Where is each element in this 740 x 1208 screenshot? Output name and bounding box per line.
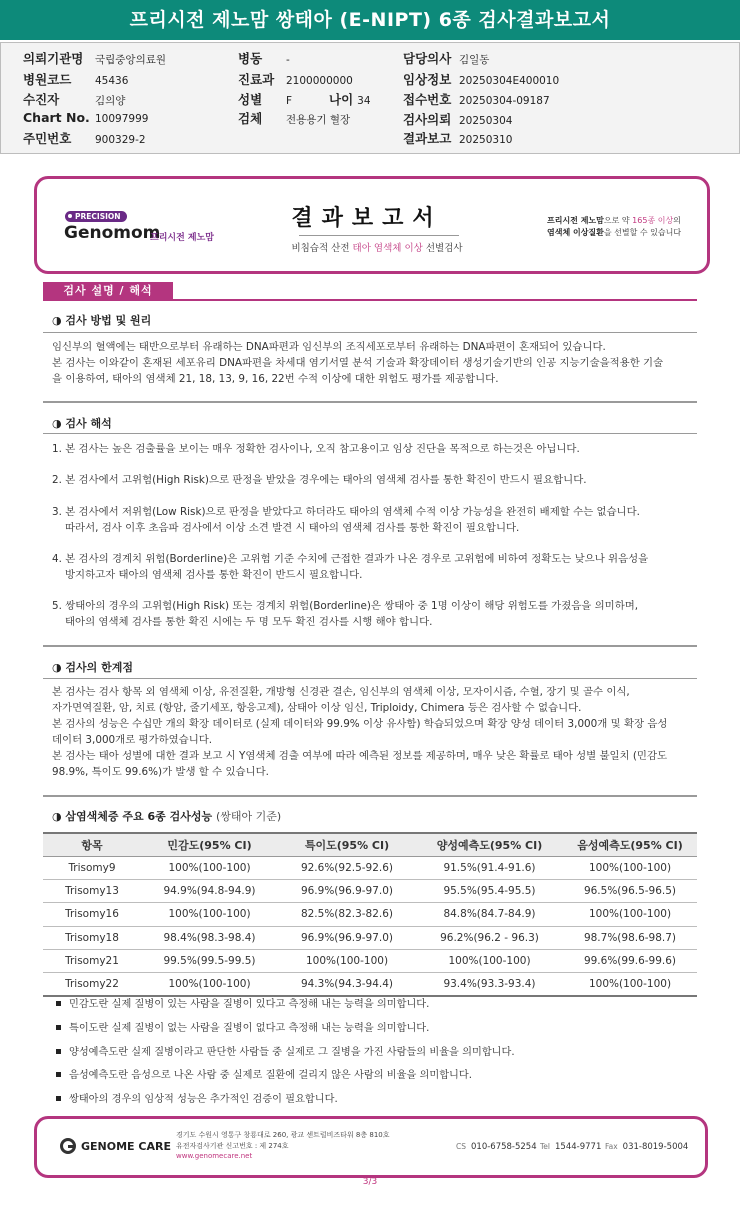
receipt-row: 접수번호 20250304-09187 — [403, 92, 550, 107]
interp-item: 2. 본 검사에서 고위험(High Risk)으로 판정을 받았을 경우에는 태아의 염색체 검사를 통한 확진이 반드시 필요합니다. — [52, 474, 587, 486]
divider — [43, 795, 697, 797]
limits-heading: ◑ 검사의 한계점 — [52, 661, 134, 674]
interp-item: 3. 본 검사에서 저위험(Low Risk)으로 판정을 받았다고 하더라도 태아의 염색체 수적 이상 가능성을 완전히 배제할 수는 없습니다. 따라서, 검사 이후 초음파 검사에서 이상 소견 발견 시 태아의 염색체 검사를 통한 확진이 필요합니다. — [52, 506, 640, 534]
specimen-row: 검체 전용용기 혈장 — [238, 111, 351, 126]
genomom-logo: Genomom — [64, 223, 161, 243]
bullet-icon — [56, 1072, 61, 1077]
table-row: Trisomy16 100%(100-100) 82.5%(82.3-82.6) 84.8%(84.7-84.9) 100%(100-100) — [43, 903, 697, 926]
column-header: 민감도(95% CI) — [141, 833, 278, 857]
table-row: Trisomy9 100%(100-100) 92.6%(92.5-92.6) 91.5%(91.4-91.6) 100%(100-100) — [43, 857, 697, 880]
section-tab: 검사 설명 / 해석 — [43, 282, 173, 300]
note-item: 양성예측도란 실제 질병이라고 판단한 사람들 중 실제로 그 질병을 가진 사람들의 비율을 의미합니다. — [56, 1043, 515, 1058]
page-number: 3/3 — [362, 1177, 378, 1187]
interp-item: 5. 쌍태아의 경우의 고위험(High Risk) 또는 경계치 위험(Borderline)은 쌍태아 중 1명 이상이 해당 위험도를 가졌음을 의미하며, 태아의 염색체 검사를 통한 확진 시에는 두 명 모두 확진 검사를 시행 해야 합니다. — [52, 600, 639, 628]
report-banner — [34, 176, 710, 274]
footer-cs: CS 010-6758-5254 — [456, 1142, 537, 1152]
note-item: 쌍태아의 경우의 임상적 성능은 추가적인 검증이 필요합니다. — [56, 1090, 338, 1105]
column-header: 항목 — [43, 833, 141, 857]
banner-right-text: 프리시전 제노맘으로 약 165종 이상의 염색체 이상질환을 선별할 수 있습니다 — [547, 216, 682, 237]
note-item: 특이도란 실제 질병이 없는 사람을 질병이 없다고 측정해 내는 능력을 의미합니다. — [56, 1019, 429, 1034]
bullet-icon — [56, 1025, 61, 1030]
method-text: 임신부의 혈액에는 태반으로부터 유래하는 DNA파편과 임신부의 조직세포로부터 유래하는 DNA파편이 혼재되어 있습니다. 본 검사는 이와같이 혼재된 세포유리 DNA파편을 차세대 염기서열 분석 기술과 확장데이터 생성기술기반의 인공 지능기술을적용한 기술 을 이용하여, 태아의 염색체 21, 18, 13, 9, 16, 22번 수적 이상에 대한 위험도 평가를 제공합니다. — [52, 341, 664, 385]
sex-row: 성별 F — [238, 92, 293, 107]
genome-care-logo: GENOME CARE — [81, 1140, 171, 1153]
divider — [43, 678, 697, 679]
genomom-logo-sub: 프리시전 제노맘 — [150, 233, 214, 243]
result-report-title: 결과보고서 — [291, 206, 443, 231]
performance-table — [43, 832, 697, 997]
rrn-row: 주민번호 900329-2 — [23, 131, 146, 146]
column-header: 음성예측도(95% CI) — [563, 833, 697, 857]
footer-tel: Tel 1544-9771 — [540, 1142, 602, 1152]
age-row: 나이 34 — [329, 92, 371, 107]
table-row: Trisomy18 98.4%(98.3-98.4) 96.9%(96.9-97.0) 96.2%(96.2 - 96.3) 98.7%(98.6-98.7) — [43, 926, 697, 949]
divider — [43, 433, 697, 434]
report-title: 프리시전 제노맘 쌍태아 (E-NIPT) 6종 검사결과보고서 — [0, 0, 740, 40]
interp-item: 1. 본 검사는 높은 검출률을 보이는 매우 정확한 검사이나, 오직 참고용이고 임상 진단을 목적으로 하는것은 아닙니다. — [52, 443, 580, 455]
institution-row: 의뢰기관명 국립중앙의료원 — [23, 51, 167, 66]
table-row: Trisomy22 100%(100-100) 94.3%(94.3-94.4) 93.4%(93.3-93.4) 100%(100-100) — [43, 972, 697, 996]
table-header-row — [43, 833, 697, 857]
banner-subtitle: 비침습적 산전 태아 염색체 이상 선별검사 — [291, 243, 463, 254]
limits-text: 본 검사는 검사 항목 외 염색체 이상, 유전질환, 개방형 신경관 결손, 임신부의 염색체 이상, 모자이시즘, 수혈, 장기 및 골수 이식, 자가면역질환, 암, 치료 (항암, 줄기세포, 항응고제), 삼태아 이상 임신, Triploidy, Chimera 등은 검사할 수 없습니다. 본 검사의 성능은 수십만 개의 확장 데이터로 (실제 데이터와 99.9% 이상 유사함) 학습되었으며 확장 양성 데이터 3,000개 및 확장 음성 데이터 3,000개로 평가하였습니다. 본 검사는 태아 성별에 대한 결과 보고 시 Y염색체 검출 여부에 따라 예측된 정보를 제공하며, 매우 낮은 확률로 태아 성별 불일치 (민감도 98.9%, 특이도 99.6%)가 발생 할 수 있습니다. — [52, 686, 668, 778]
table-row: Trisomy13 94.9%(94.8-94.9) 96.9%(96.9-97.0) 95.5%(95.4-95.5) 96.5%(96.5-96.5) — [43, 880, 697, 903]
genome-care-logo-icon — [60, 1138, 76, 1154]
chart-row: Chart No. 10097999 — [23, 110, 149, 125]
patient-info-panel — [0, 42, 740, 154]
table-row: Trisomy21 99.5%(99.5-99.5) 100%(100-100) 100%(100-100) 99.6%(99.6-99.6) — [43, 949, 697, 972]
bullet-icon — [56, 1001, 61, 1006]
divider — [43, 645, 697, 647]
interp-heading: ◑ 검사 해석 — [52, 417, 112, 430]
note-item: 민감도란 실제 질병이 있는 사람을 질병이 있다고 측정해 내는 능력을 의미합니다. — [56, 995, 429, 1010]
doctor-row: 담당의사 김일동 — [403, 51, 490, 66]
section-tab-line — [43, 299, 697, 301]
footer-fax: Fax 031-8019-5004 — [605, 1142, 689, 1152]
clinical-row: 임상정보 20250304E400010 — [403, 72, 560, 87]
bullet-icon — [56, 1096, 61, 1101]
hospital-code-row: 병원코드 45436 — [23, 72, 129, 87]
performance-heading: ◑ 삼염색체증 주요 6종 검사성능 (쌍태아 기준) — [52, 810, 282, 823]
dept-row: 진료과 2100000000 — [238, 72, 353, 87]
title-divider — [299, 235, 459, 236]
footer-address: 경기도 수원시 영통구 창룡대로 260, 광교 센트럴비즈타워 8층 810호 유전자검사기관 신고번호 : 제 274호 www.genomecare.net — [176, 1131, 390, 1160]
column-header: 특이도(95% CI) — [278, 833, 416, 857]
interp-item: 4. 본 검사의 경계치 위험(Borderline)은 고위험 기준 수치에 근접한 결과가 나온 경우로 고위험에 비하여 정확도는 낮으나 위음성을 방지하고자 태아의 염색체 검사를 통한 확진이 반드시 필요합니다. — [52, 553, 649, 581]
method-heading: ◑ 검사 방법 및 원리 — [52, 314, 152, 327]
examinee-row: 수진자 김의양 — [23, 92, 126, 107]
request-row: 검사의뢰 20250304 — [403, 112, 513, 127]
report-date-row: 결과보고 20250310 — [403, 131, 513, 146]
note-item: 음성예측도란 음성으로 나온 사람 중 실제로 질환에 걸리지 않은 사람의 비율을 의미합니다. — [56, 1066, 472, 1081]
column-header: 양성예측도(95% CI) — [416, 833, 563, 857]
bullet-icon — [56, 1049, 61, 1054]
ward-row: 병동 - — [238, 51, 290, 66]
precision-badge: PRECISION — [65, 211, 127, 222]
website-link[interactable]: www.genomecare.net — [176, 1152, 253, 1160]
divider — [43, 332, 697, 333]
divider — [43, 401, 697, 403]
